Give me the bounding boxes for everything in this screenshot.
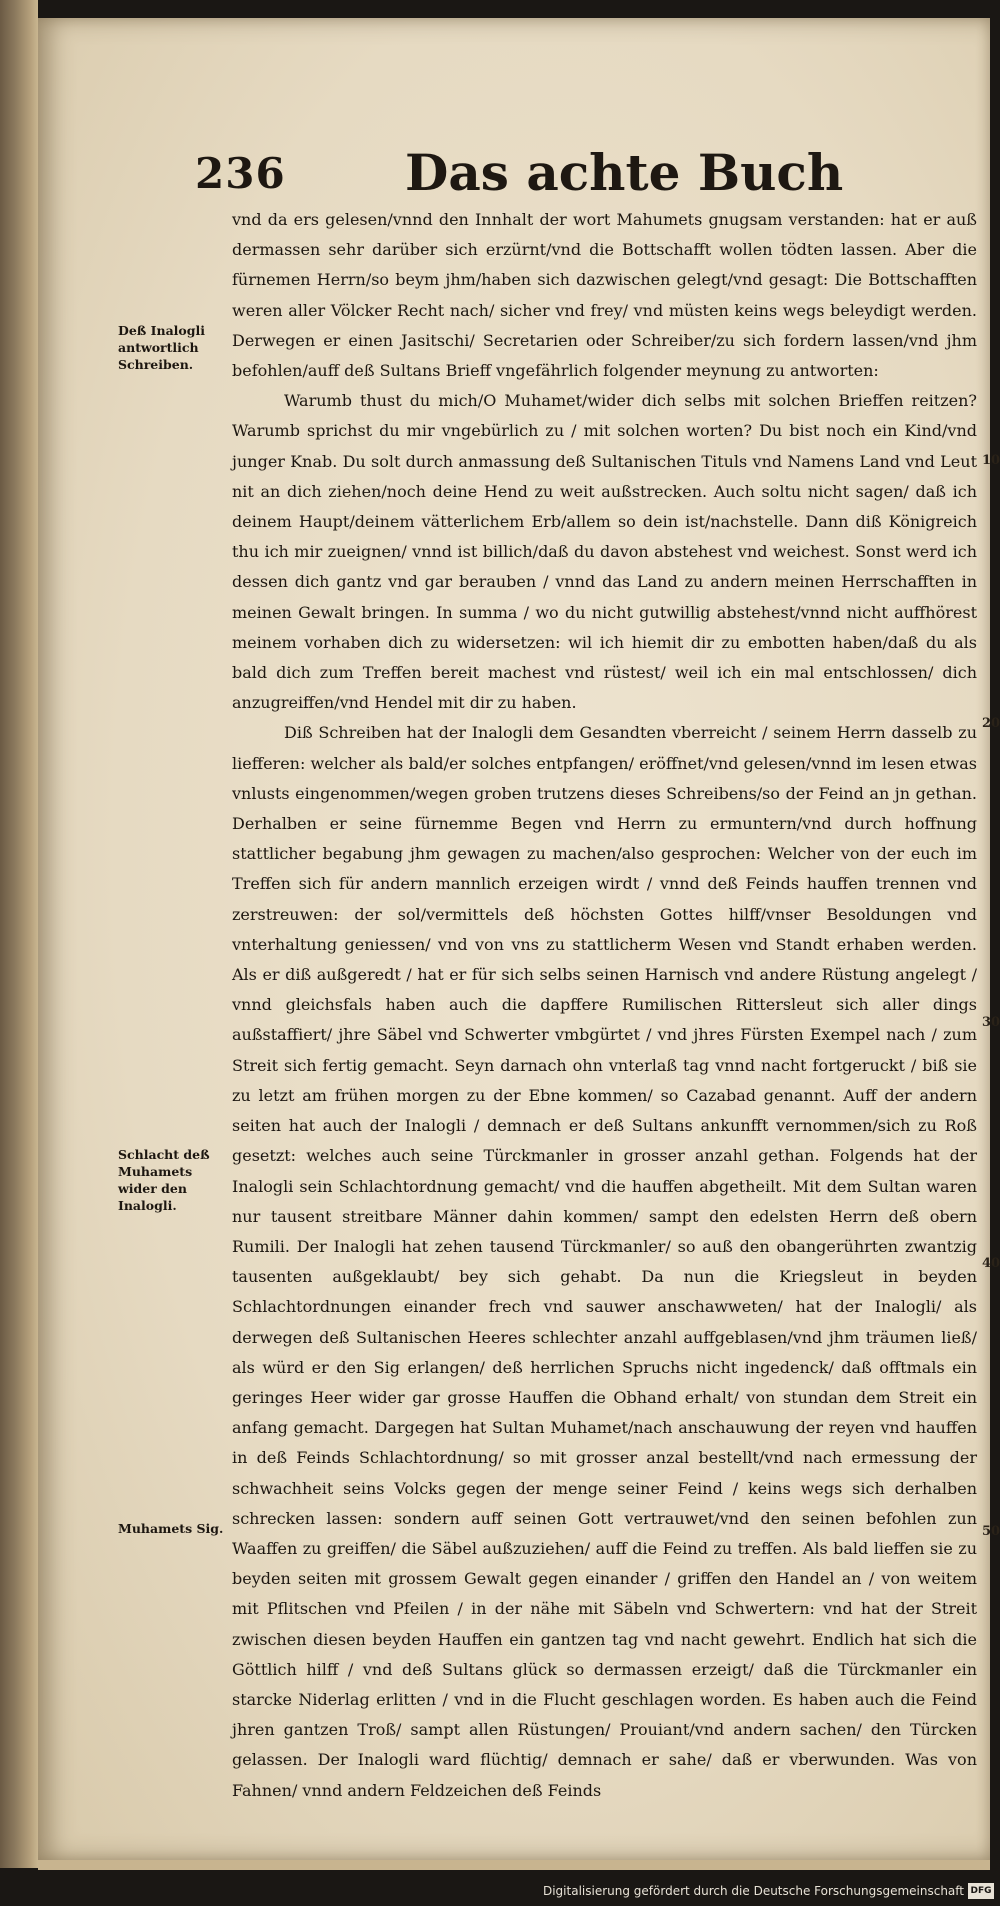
line-number: 30 — [982, 1015, 1000, 1030]
line-number: 50 — [982, 1524, 1000, 1539]
line-number: 40 — [982, 1256, 1000, 1271]
line-number: 10 — [982, 453, 1000, 468]
page-header — [195, 135, 915, 205]
page-number: 236 — [195, 149, 286, 198]
dfg-logo: DFG — [968, 1883, 994, 1899]
page-edge — [38, 1860, 990, 1870]
marginal-note-reply: Deß Inalogli antwortlich Schreiben. — [118, 323, 205, 372]
running-title: Das achte Buch — [405, 143, 844, 202]
main-text-block — [232, 205, 977, 1806]
line-number: 20 — [982, 716, 1000, 731]
paragraph: Diß Schreiben hat der Inalogli dem Gesandten vberreicht / seinem Herrn dasselb zu liefferen: welcher als bald/er solches entpfangen/ eröffnet/vnd gelesen/vnnd im lesen etwas vnlusts eingenommen/wegen groben trutzens dieses Schreibens/so der Feind an jn gethan. Derhalben er seine fürnemme Begen vnd Herrn zu ermuntern/vnd durch hoffnung stattlicher begabung jhm gewagen zu machen/also gesprochen: Welcher von der euch im Treffen sich für andern mannlich erzeigen wirdt / vnnd deß Feinds hauffen trennen vnd zerstreuwen: der sol/vermittels deß höchsten Gottes hilff/vnser Besoldungen vnd vnterhaltung geniessen/ vnd von vns zu stattlicherm Wesen vnd Standt erhaben werden. Als er diß außgeredt / hat er für sich selbs seinen Harnisch vnd andere Rüstung angelegt / vnnd gleichsfals haben auch die dapffere Rumilischen Rittersleut sich aller dings außstaffiert/ jhre Säbel vnd Schwerter vmbgürtet / vnd jhres Fürsten Exempel nach / zum Streit sich fertig gemacht. Seyn darnach ohn vnterlaß tag vnnd nacht fortgeruckt / biß sie zu letzt am frühen morgen zu der Ebne kommen/ so Cazabad genannt. Auff der andern seiten hat auch der Inalogli / demnach er deß Sultans ankunfft vernommen/sich zu Roß gesetzt: welches auch seine Türckmanler in grosser anzahl gethan. Folgends hat der Inalogli sein Schlachtordnung gemacht/ vnd die hauffen abgetheilt. Mit dem Sultan waren nur tausent streitbare Männer dahin kommen/ sampt den edelsten Herrn deß obern Rumili. Der Inalogli hat zehen tausend Türckmanler/ so auß den obangerührten zwantzig tausenten außgeklaubt/ bey sich gehabt. Da nun die Kriegsleut in beyden Schlachtordnungen einander frech vnd sauwer anschawweten/ hat der Inalogli/ als derwegen deß Sultanischen Heeres schlechter anzahl auffgeblasen/vnd jhm träumen ließ/ als würd er den Sig erlangen/ deß herrlichen Spruchs nicht ingedenck/ daß offtmals ein geringes Heer wider gar grosse Hauffen die Obhand erhalt/ von stundan dem Streit ein anfang gemacht. Dargegen hat Sultan Muhamet/nach anschauwung der reyen vnd hauffen in deß Feinds Schlachtordnung/ so mit grosser anzal bestellt/vnd nach ermessung der schwachheit seins Volcks gegen der menge seiner Feind / keins wegs sich derhalben schrecken lassen: sondern auff seinen Gott vertrauwet/vnd den seinen befohlen zun Waaffen zu greiffen/ die Säbel außzuziehen/ auff die Feind zu treffen. Als bald lieffen sie zu beyden seiten mit grossem Gewalt gegen einander / griffen den Handel an / von weitem mit Pflitschen vnd Pfeilen / in der nähe mit Säbeln vnd Schwertern: vnd hat der Streit zwischen diesen beyden Hauffen ein gantzen tag vnd nacht gewehrt. Endlich hat sich die Göttlich hilff / vnd deß Sultans glück so dermassen erzeigt/ daß die Türckmanler ein starcke Niderlag erlitten / vnd in die Flucht geschlagen worden. Es haben auch die Feind jhren gantzen Troß/ sampt allen Rüstungen/ Prouiant/vnd andern sachen/ den Türcken gelassen. Der Inalogli ward flüchtig/ demnach er sahe/ daß er vberwunden. Was von Fahnen/ vnnd andern Feldzeichen deß Feinds — [232, 723, 977, 1800]
digitization-footer — [0, 1878, 1000, 1906]
paragraph: Warumb thust du mich/O Muhamet/wider dich selbs mit solchen Brieffen reitzen? Warumb sprichst du mir vngebürlich zu / mit solchen worten? Du bist noch ein Kind/vnd junger Knab. Du solt durch anmassung deß Sultanischen Tituls vnd Namens Land vnd Leut nit an dich ziehen/noch deine Hend zu weit außstrecken. Auch soltu nicht sagen/ daß ich deinem Haupt/deinem vätterlichem Erb/allem so dein ist/nachstelle. Dann diß Königreich thu ich mir zueignen/ vnnd ist billich/daß du davon abstehest vnd weichest. Sonst werd ich dessen dich gantz vnd gar berauben / vnnd das Land zu andern meinen Herrschafften in meinen Gewalt bringen. In summa / wo du nicht gutwillig abstehest/vnnd nicht auffhörest meinem vorhaben dich zu widersetzen: wil ich hiemit dir zu embotten haben/daß du als bald dich zum Treffen bereit machest vnd rüstest/ weil ich ein mal entschlossen/ dich anzugreiffen/vnd Hendel mit dir zu haben. — [232, 391, 977, 713]
book-spine — [0, 0, 38, 1868]
funding-credit: Digitalisierung gefördert durch die Deutsche Forschungsgemeinschaft — [542, 1884, 964, 1898]
marginal-note-battle: Schlacht deß Muhamets wider den Inalogli. — [118, 1147, 210, 1213]
paragraph: vnd da ers gelesen/vnnd den Innhalt der wort Mahumets gnugsam verstanden: hat er auß dermassen sehr darüber sich erzürnt/vnd die Bottschafft wollen tödten lassen. Aber die fürnemen Herrn/so beym jhm/haben sich dazwischen gelegt/vnd gesagt: Die Bottschafften weren aller Völcker Recht nach/ sicher vnd frey/ vnd müsten keins wegs beleydigt werden. Derwegen er einen Jasitschi/ Secretarien oder Schreiber/zu sich fordern lassen/vnd jhm befohlen/auff deß Sultans Brieff vngefährlich folgender meynung zu antworten: — [232, 210, 977, 381]
marginal-note-victory: Muhamets Sig. — [118, 1521, 224, 1536]
